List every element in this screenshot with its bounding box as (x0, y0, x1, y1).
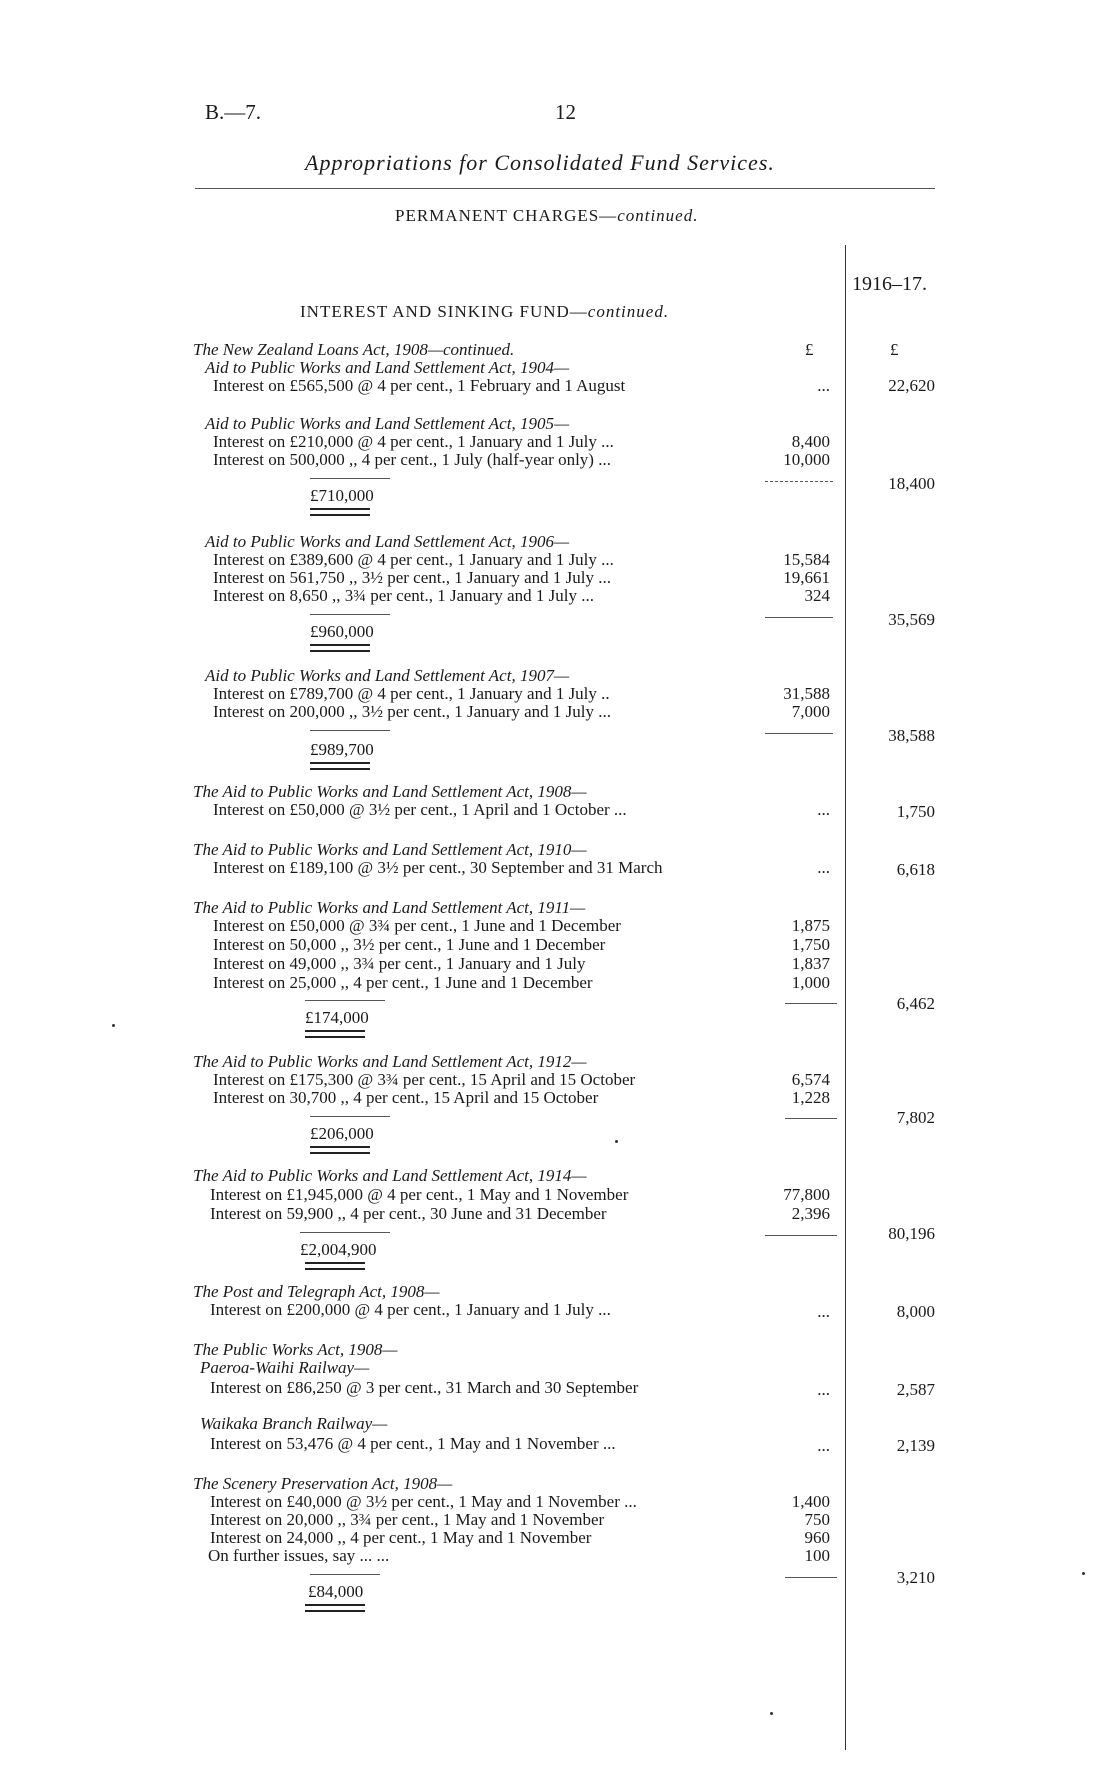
line-amount: 8,400 (791, 432, 830, 451)
scan-speck (615, 1140, 618, 1143)
amount-rule (765, 733, 833, 734)
capital-double-rule (305, 1604, 365, 1612)
act-heading: Aid to Public Works and Land Settlement Act, 1905— (205, 414, 570, 433)
year-total: 6,462 (896, 994, 935, 1013)
line-amount: ... (817, 1436, 830, 1455)
capital-double-rule (305, 1262, 365, 1270)
line-amount: 1,228 (791, 1088, 830, 1107)
interest-line: Interest on £200,000 @ 4 per cent., 1 January and 1 July ... (210, 1300, 611, 1319)
line-amount: 31,588 (783, 684, 830, 703)
interest-line: Interest on 500,000 ,, 4 per cent., 1 July (half-year only) ... (213, 450, 611, 469)
interest-line: Interest on 53,476 @ 4 per cent., 1 May and 1 November ... (210, 1434, 616, 1453)
year-total: 7,802 (896, 1108, 935, 1127)
amount-rule (765, 481, 833, 482)
capital-rule (310, 614, 390, 615)
act-heading: The Aid to Public Works and Land Settlement Act, 1911— (193, 898, 586, 917)
currency-inner-header: £ (805, 340, 814, 359)
column-divider (845, 245, 846, 1750)
year-total: 6,618 (896, 860, 935, 879)
title-rule (195, 188, 935, 189)
line-amount: ... (817, 376, 830, 395)
interest-line: Interest on 24,000 ,, 4 per cent., 1 May and 1 November (210, 1528, 592, 1547)
line-amount: ... (817, 1380, 830, 1399)
interest-line: Interest on £389,600 @ 4 per cent., 1 January and 1 July ... (213, 550, 614, 569)
line-amount: ... (817, 1302, 830, 1321)
line-amount: 19,661 (783, 568, 830, 587)
capital-rule (310, 730, 390, 731)
sub-heading: Waikaka Branch Railway— (200, 1414, 388, 1433)
currency-year-header: £ (890, 340, 899, 359)
line-amount: 77,800 (783, 1185, 830, 1204)
act-heading: The Aid to Public Works and Land Settlement Act, 1914— (193, 1166, 587, 1185)
act-heading: Aid to Public Works and Land Settlement Act, 1907— (205, 666, 570, 685)
interest-line: Interest on £210,000 @ 4 per cent., 1 January and 1 July ... (213, 432, 614, 451)
sub-heading: Aid to Public Works and Land Settlement Act, 1904— (205, 358, 570, 377)
page-number: 12 (555, 100, 576, 124)
year-total: 3,210 (896, 1568, 935, 1587)
page-title: Appropriations for Consolidated Fund Services. (305, 150, 775, 175)
line-amount: 324 (804, 586, 830, 605)
capital-amount: £84,000 (308, 1582, 364, 1601)
capital-amount: £710,000 (310, 486, 374, 505)
section-heading (300, 302, 669, 322)
scan-speck (112, 1024, 115, 1027)
line-amount: 100 (804, 1546, 830, 1565)
line-amount: 960 (804, 1528, 830, 1547)
line-amount: 1,837 (791, 954, 830, 973)
act-heading: The Aid to Public Works and Land Settlement Act, 1912— (193, 1052, 587, 1071)
capital-double-rule (305, 1030, 365, 1038)
line-amount: 1,875 (791, 916, 830, 935)
year-total: 38,588 (888, 726, 935, 745)
interest-line: Interest on £50,000 @ 3¾ per cent., 1 June and 1 December (213, 916, 621, 935)
capital-double-rule (310, 644, 370, 652)
act-heading: The Aid to Public Works and Land Settlement Act, 1910— (193, 840, 587, 859)
capital-double-rule (310, 508, 370, 516)
line-amount: ... (817, 858, 830, 877)
capital-amount: £206,000 (310, 1124, 374, 1143)
capital-rule (310, 478, 390, 479)
year-total: 18,400 (888, 474, 935, 493)
interest-line: Interest on 30,700 ,, 4 per cent., 15 April and 15 October (213, 1088, 599, 1107)
interest-line: Interest on £789,700 @ 4 per cent., 1 January and 1 July .. (213, 684, 610, 703)
section-heading-main: INTEREST AND SINKING FUND— (300, 302, 588, 321)
year-total: 8,000 (896, 1302, 935, 1321)
interest-line: Interest on £86,250 @ 3 per cent., 31 March and 30 September (210, 1378, 639, 1397)
interest-line: Interest on 49,000 ,, 3¾ per cent., 1 January and 1 July (213, 954, 586, 973)
amount-rule (765, 1235, 837, 1236)
line-amount: 2,396 (791, 1204, 830, 1223)
capital-double-rule (310, 762, 370, 770)
interest-line: Interest on 200,000 ,, 3½ per cent., 1 January and 1 July ... (213, 702, 611, 721)
document-ref: B.—7. (205, 100, 262, 124)
capital-amount: £2,004,900 (300, 1240, 377, 1259)
line-amount: 750 (804, 1510, 830, 1529)
interest-line: Interest on £40,000 @ 3½ per cent., 1 May and 1 November ... (210, 1492, 637, 1511)
line-amount: 6,574 (791, 1070, 830, 1089)
sub-heading: Paeroa-Waihi Railway— (200, 1358, 370, 1377)
amount-rule (785, 1118, 837, 1119)
interest-line: Interest on £565,500 @ 4 per cent., 1 February and 1 August (213, 376, 626, 395)
interest-line: Interest on £175,300 @ 3¾ per cent., 15 April and 15 October (213, 1070, 636, 1089)
interest-line: Interest on 561,750 ,, 3½ per cent., 1 January and 1 July ... (213, 568, 611, 587)
interest-line: Interest on £50,000 @ 3½ per cent., 1 April and 1 October ... (213, 800, 627, 819)
capital-rule (310, 1116, 390, 1117)
subtitle-continued: continued. (617, 206, 699, 225)
interest-line: Interest on £189,100 @ 3½ per cent., 30 September and 31 March (213, 858, 663, 877)
capital-double-rule (310, 1146, 370, 1154)
amount-rule (785, 1577, 837, 1578)
capital-rule (305, 1000, 385, 1001)
year-header: 1916–17. (852, 273, 927, 295)
year-total: 80,196 (888, 1224, 935, 1243)
line-amount: 10,000 (783, 450, 830, 469)
line-amount: 15,584 (783, 550, 830, 569)
capital-rule (310, 1574, 380, 1575)
year-total: 2,587 (896, 1380, 935, 1399)
line-amount: ... (817, 800, 830, 819)
amount-rule (765, 617, 833, 618)
interest-line: Interest on 59,900 ,, 4 per cent., 30 June and 31 December (210, 1204, 607, 1223)
section-heading-continued: continued. (587, 302, 670, 321)
line-amount: 7,000 (791, 702, 830, 721)
scan-speck (770, 1712, 773, 1715)
interest-line: Interest on 50,000 ,, 3½ per cent., 1 June and 1 December (213, 935, 606, 954)
act-heading: The Aid to Public Works and Land Settlement Act, 1908— (193, 782, 587, 801)
act-heading: The New Zealand Loans Act, 1908—continued. (193, 340, 515, 359)
scan-speck (1082, 1572, 1085, 1575)
interest-line: Interest on 20,000 ,, 3¾ per cent., 1 May and 1 November (210, 1510, 605, 1529)
capital-amount: £960,000 (310, 622, 374, 641)
line-amount: 1,400 (791, 1492, 830, 1511)
further-issues-line: On further issues, say ... ... (208, 1546, 390, 1565)
capital-amount: £174,000 (305, 1008, 369, 1027)
interest-line: Interest on 25,000 ,, 4 per cent., 1 June and 1 December (213, 973, 593, 992)
year-total: 1,750 (896, 802, 935, 821)
capital-rule (300, 1232, 390, 1233)
page-subtitle (395, 206, 698, 226)
year-total: 2,139 (896, 1436, 935, 1455)
line-amount: 1,750 (791, 935, 830, 954)
interest-line: Interest on £1,945,000 @ 4 per cent., 1 May and 1 November (210, 1185, 629, 1204)
year-total: 22,620 (888, 376, 935, 395)
interest-line: Interest on 8,650 ,, 3¾ per cent., 1 January and 1 July ... (213, 586, 594, 605)
act-heading: The Scenery Preservation Act, 1908— (193, 1474, 453, 1493)
line-amount: 1,000 (791, 973, 830, 992)
capital-amount: £989,700 (310, 740, 374, 759)
year-total: 35,569 (888, 610, 935, 629)
subtitle-main: PERMANENT CHARGES— (395, 206, 618, 225)
act-heading: The Public Works Act, 1908— (193, 1340, 398, 1359)
act-heading: Aid to Public Works and Land Settlement Act, 1906— (205, 532, 570, 551)
amount-rule (785, 1003, 837, 1004)
act-heading: The Post and Telegraph Act, 1908— (193, 1282, 440, 1301)
